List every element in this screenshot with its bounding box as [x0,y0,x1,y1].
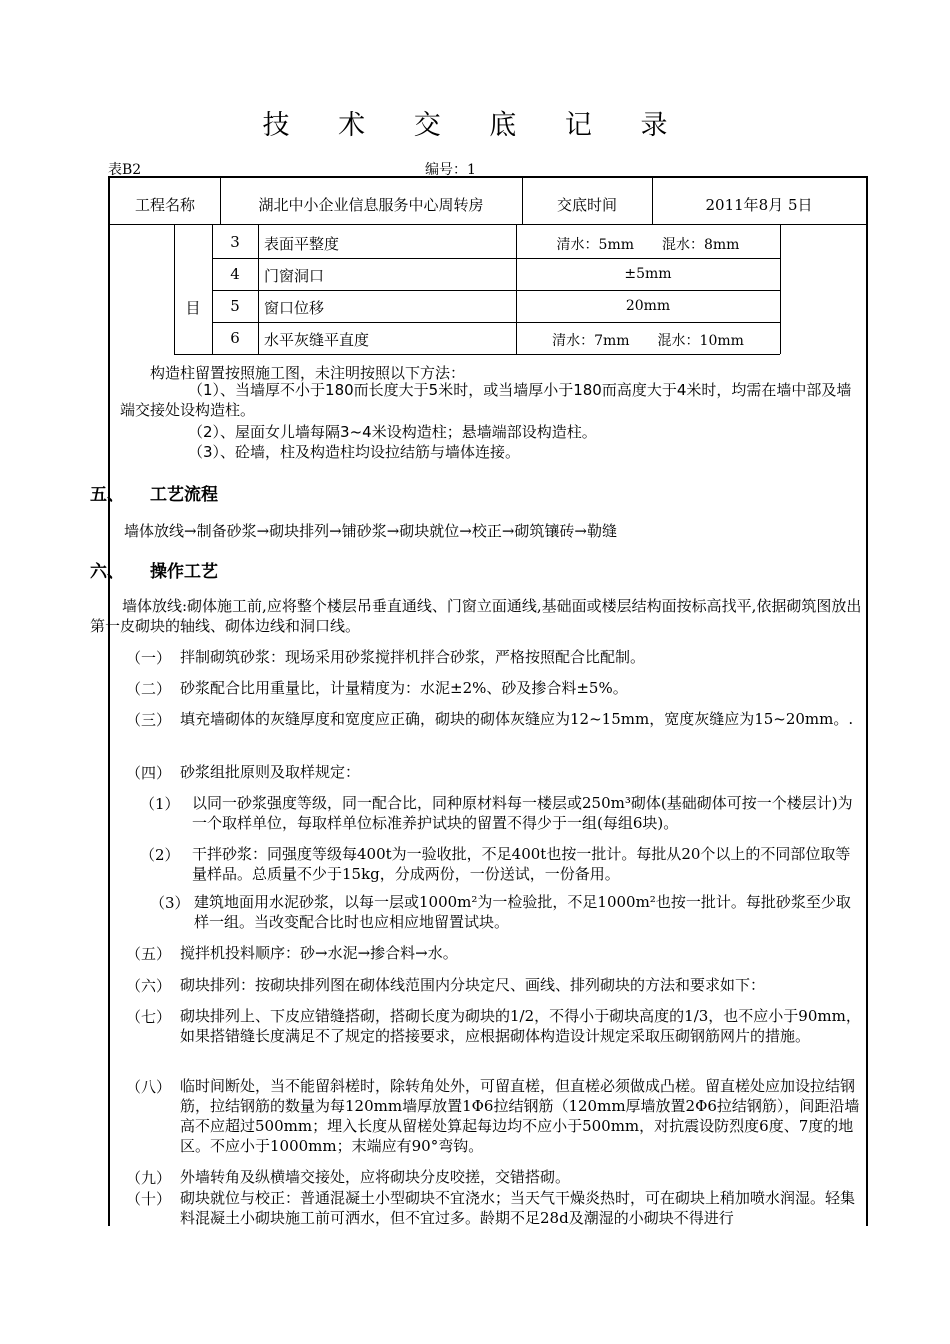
column-note-3: （3）、砼墙，柱及构造柱均设拉结筋与墙体连接。 [188,443,521,461]
tolerance-row-value: ±5mm [624,266,672,282]
item-label: （3） [150,894,190,912]
item-text: 拌制砌筑砂浆：现场采用砂浆搅拌机拌合砂浆，严格按照配合比配制。 [180,648,646,666]
item-label: （十） [126,1190,172,1208]
tolerance-row-value: 清水：5mm 混水：8mm [556,237,740,253]
column-note-2: （2）、屋面女儿墙每隔3~4米设构造柱；悬墙端部设构造柱。 [188,423,597,441]
document-title: 技 术 交 底 记 录 [262,110,688,141]
item-label: （2） [140,846,180,864]
form-code: 表B2 [108,162,142,178]
item-text: 砌块排列：按砌块排列图在砌体线范围内分块定尺、画线、排列砌块的方法和要求如下： [180,976,766,994]
item-text: 填充墙砌体的灰缝厚度和宽度应正确，砌块的砌体灰缝应为12~15mm，宽度灰缝应为15~20mm。. [180,710,854,728]
item-text: 外墙转角及纵横墙交接处，应将砌块分皮咬搓，交错搭砌。 [180,1168,571,1186]
tolerance-row-no: 5 [230,297,240,315]
item-text: 砂浆配合比用重量比，计量精度为：水泥±2%、砂及掺合料±5%。 [180,679,628,697]
tolerance-row-no: 4 [230,265,240,283]
item-text: 搅拌机投料顺序：砂→水泥→掺合料→水。 [180,944,458,962]
setting-out-paragraph: 墙体放线:砌体施工前,应将整个楼层吊垂直通线、门窗立面通线,基础面或楼层结构面按标高找平,依据砌筑图放出第一皮砌块的轴线、砌体边线和洞口线。 [90,597,862,635]
tolerance-row-item: 门窗洞口 [264,267,325,285]
item-label: （1） [140,795,180,813]
column-notes-intro: 构造柱留置按照施工图，未注明按照以下方法： [150,364,466,382]
project-name-value: 湖北中小企业信息服务中心周转房 [258,196,484,214]
item-label: （六） [126,977,172,995]
section-6-number: 六、 [90,562,124,582]
project-name-label: 工程名称 [134,196,195,214]
section-6-title: 操作工艺 [150,562,218,582]
date-value: 2011年8月 5日 [705,196,813,214]
item-text: 建筑地面用水泥砂浆，以每一层或1000m²为一检验批，不足1000m²也按一批计。每批砂浆至少取样一组。当改变配合比时也应相应地留置试块。 [194,893,851,931]
tolerance-row-item: 表面平整度 [264,235,340,253]
process-flow: 墙体放线→制备砂浆→砌块排列→铺砂浆→砌块就位→校正→砌筑镶砖→勒缝 [124,522,617,540]
section-5-number: 五、 [90,485,124,505]
item-text: 以同一砂浆强度等级，同一配合比，同种原材料每一楼层或250m³砌体(基础砌体可按一个楼层计)为一个取样单位，每取样单位标准养护试块的留置不得少于一组(每组6块)。 [192,794,853,832]
item-label: （八） [126,1078,172,1096]
tolerance-row-item: 水平灰缝平直度 [264,331,370,349]
tolerance-row-value: 清水：7mm 混水：10mm [552,333,744,349]
tolerance-side-label: 目 [185,299,201,317]
item-text: 砌块排列上、下皮应错缝搭砌，搭砌长度为砌块的1/2，不得小于砌块高度的1/3，也不应小于90mm，如果搭错缝长度满足不了规定的搭接要求，应根据砌体构造设计规定采取压砌钢筋网片的措施。 [180,1007,861,1045]
tolerance-row-value: 20mm [625,298,671,314]
item-text: 干拌砂浆：同强度等级每400t为一验收批，不足400t也按一批计。每批从20个以上的不同部位取等量样品。总质量不少于15kg，分成两份，一份送试，一份备用。 [192,845,851,883]
tolerance-row-no: 3 [230,233,240,251]
tolerance-row-no: 6 [230,329,240,347]
item-label: （七） [126,1008,172,1026]
record-frame [108,176,868,1226]
item-label: （九） [126,1169,172,1187]
item-text: 临时间断处，当不能留斜槎时，除转角处外，可留直槎，但直槎必须做成凸槎。留直槎处应加设拉结钢筋，拉结钢筋的数量为每120mm墙厚放置1Φ6拉结钢筋（120mm厚墙放置2Φ6拉结钢筋），间距沿墙高不应超过500mm；埋入长度从留槎处算起每边均不应小于500mm，对抗震设防烈度6度、7度的地区。不应小于1000mm；末端应有90°弯钩。 [180,1077,860,1155]
item-label: （二） [126,680,172,698]
date-label: 交底时间 [556,196,617,214]
item-text: 砂浆组批原则及取样规定： [180,763,361,781]
item-label: （五） [126,945,172,963]
item-label: （三） [126,711,172,729]
item-label: （一） [126,649,172,667]
item-label: （四） [126,764,172,782]
tolerance-row-item: 窗口位移 [264,299,325,317]
section-5-title: 工艺流程 [150,485,218,505]
column-note-1: （1）、当墙厚不小于180而长度大于5米时，或当墙厚小于180而高度大于4米时，均需在墙中部及墙端交接处设构造柱。 [120,381,852,419]
item-text: 砌块就位与校正：普通混凝土小型砌块不宜浇水；当天气干燥炎热时，可在砌块上稍加喷水润湿。轻集料混凝土小砌块施工前可洒水，但不宜过多。龄期不足28d及潮湿的小砌块不得进行 [180,1189,856,1227]
serial-number: 编号：1 [425,162,476,178]
